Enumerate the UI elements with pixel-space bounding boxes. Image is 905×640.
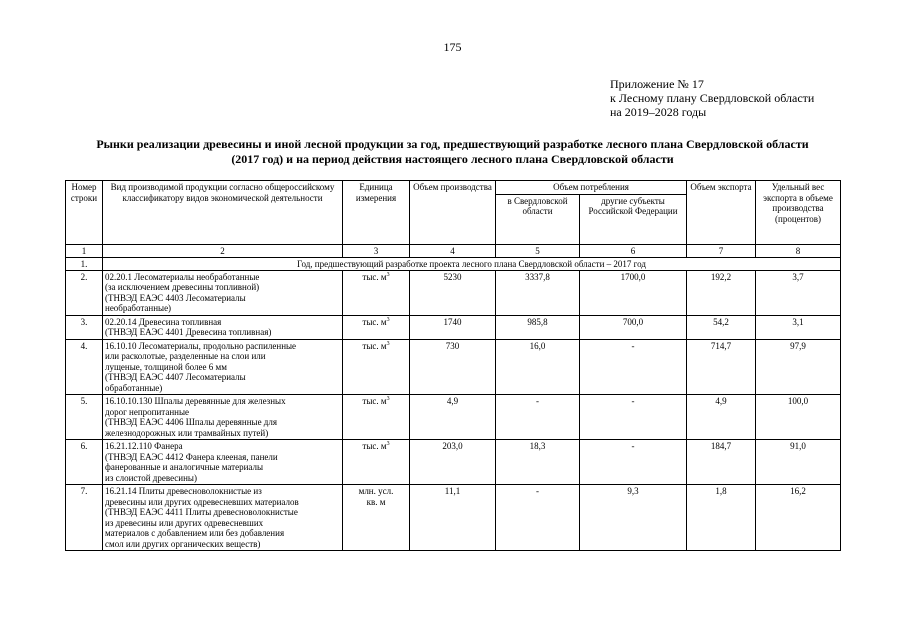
table-row [66,339,841,395]
col-number: 7 [687,244,756,257]
header-row-num: Номер строки [66,181,103,245]
header-other-subjects: другие субъекты Российской Федерации [580,194,687,244]
production-volume: 4,9 [410,395,496,440]
product-line: (ТНВЭД ЕАЭС 4407 Лесоматериалы [105,372,246,382]
unit-cell [343,339,410,395]
appendix-line-1: Приложение № 17 [610,77,704,91]
header-consumption: Объем потребления [496,181,687,195]
product-line: из древесины или других одревесневших [105,517,264,528]
header-export: Объем экспорта [687,181,756,245]
unit-cell [343,315,410,339]
product-description [103,270,343,315]
product-line: (ТНВЭД ЕАЭС 4412 Фанера клееная, панели [105,451,278,462]
export-volume: 4,9 [687,395,756,440]
export-share: 16,2 [756,485,841,551]
col-number: 5 [496,244,580,257]
product-description [103,440,343,485]
consumption-in-region: 3337,8 [496,270,580,315]
production-volume: 11,1 [410,485,496,551]
production-volume: 1740 [410,315,496,339]
product-line: лущеные, толщиной более 6 мм [105,361,227,372]
product-line: 16.21.12.110 Фанера [105,441,183,451]
unit-text: млн. усл. [358,486,394,496]
unit-cell [343,485,410,551]
export-volume: 192,2 [687,270,756,315]
unit-cell [343,270,410,315]
col-number: 4 [410,244,496,257]
consumption-other-subjects: - [580,395,687,440]
product-line: фанерованные и аналогичные материалы [105,462,264,472]
product-line: обработанные) [105,382,163,393]
col-number: 2 [103,244,343,257]
table-row [66,270,841,315]
product-description [103,339,343,395]
product-line: древесины или других одревесневших материалов [105,496,299,507]
export-volume: 184,7 [687,440,756,485]
appendix-line-2: к Лесному плану Свердловской области [610,91,815,105]
consumption-other-subjects: - [580,339,687,395]
production-volume: 203,0 [410,440,496,485]
title-line-2: (2017 год) и на период действия настоящего лесного плана Свердловской области [231,152,674,166]
export-share: 100,0 [756,395,841,440]
markets-table [65,180,841,551]
row-number: 6. [66,440,103,485]
unit-text: тыс. м [362,396,387,406]
col-number: 1 [66,244,103,257]
product-line: материалов с добавлением или без добавления [105,528,285,538]
consumption-other-subjects: - [580,440,687,485]
table-row [66,485,841,551]
unit-superscript: 3 [386,316,390,323]
section-label: Год, предшествующий разработке проекта лесного плана Свердловской области – 2017 год [103,257,841,270]
column-numbers-row [66,244,841,257]
consumption-other-subjects: 9,3 [580,485,687,551]
col-number: 3 [343,244,410,257]
table-row [66,440,841,485]
export-share: 3,1 [756,315,841,339]
product-line: железнодорожных или трамвайных путей) [105,427,269,438]
section-row [66,257,841,270]
consumption-other-subjects: 1700,0 [580,270,687,315]
export-volume: 54,2 [687,315,756,339]
col-number: 6 [580,244,687,257]
export-volume: 1,8 [687,485,756,551]
product-line: смол или других органических веществ) [105,538,261,549]
product-line: 16.10.10 Лесоматериалы, продольно распиленные [105,340,297,351]
consumption-in-region: 18,3 [496,440,580,485]
header-export-share: Удельный вес экспорта в объеме производства (процентов) [756,181,841,245]
row-number: 2. [66,270,103,315]
production-volume: 5230 [410,270,496,315]
product-line: или расколотые, разделенные на слои или [105,351,266,361]
product-line: необработанные) [105,303,172,313]
export-share: 91,0 [756,440,841,485]
export-share: 3,7 [756,270,841,315]
product-line: из слоистой древесины) [105,472,197,483]
header-row [66,181,841,195]
appendix-note [610,77,814,119]
title-line-1: Рынки реализации древесины и иной лесной продукции за год, предшествующий разработке лесного плана Свердловской области [96,137,809,151]
appendix-line-3: на 2019–2028 годы [610,105,707,119]
product-line: (ТНВЭД ЕАЭС 4406 Шпалы деревянные для [105,417,278,427]
header-unit: Единица измерения [343,181,410,245]
unit-superscript: 3 [386,441,390,447]
unit-text-line-2: кв. м [366,496,386,507]
product-line: (ТНВЭД ЕАЭС 4401 Древесина топливная) [105,327,272,337]
unit-cell [343,440,410,485]
unit-text: тыс. м [362,271,387,282]
consumption-in-region: 985,8 [496,315,580,339]
table-row [66,395,841,440]
row-number: 4. [66,339,103,395]
header-production: Объем производства [410,181,496,245]
product-line: (ТНВЭД ЕАЭС 4411 Плиты древесноволокнистые [105,507,298,517]
unit-text: тыс. м [362,340,387,351]
table-row [66,315,841,339]
document-title [40,137,865,167]
product-line: (за исключением древесины топливной) [105,282,260,292]
unit-superscript: 3 [386,271,390,278]
header-in-region: в Свердловской области [496,194,580,244]
unit-text: тыс. м [362,316,387,327]
product-description [103,315,343,339]
product-line: дорог непропитанные [105,406,189,417]
product-description [103,485,343,551]
row-number: 3. [66,315,103,339]
unit-cell [343,395,410,440]
unit-superscript: 3 [386,340,390,347]
product-line: 16.21.14 Плиты древесноволокнистые из [105,486,262,496]
page-number: 175 [443,40,462,54]
export-share: 97,9 [756,339,841,395]
product-description [103,395,343,440]
consumption-in-region: - [496,485,580,551]
row-number: 5. [66,395,103,440]
header-product: Вид производимой продукции согласно общероссийскому классификатору видов экономической деятельности [103,181,343,245]
row-number: 7. [66,485,103,551]
unit-text: тыс. м [362,441,387,451]
consumption-in-region: - [496,395,580,440]
section-number: 1. [66,257,103,270]
product-line: 02.20.14 Древесина топливная [105,316,222,327]
export-volume: 714,7 [687,339,756,395]
product-line: 02.20.1 Лесоматериалы необработанные [105,271,260,282]
product-line: (ТНВЭД ЕАЭС 4403 Лесоматериалы [105,292,246,303]
col-number: 8 [756,244,841,257]
product-line: 16.10.10.130 Шпалы деревянные для железных [105,396,286,406]
production-volume: 730 [410,339,496,395]
consumption-in-region: 16,0 [496,339,580,395]
consumption-other-subjects: 700,0 [580,315,687,339]
unit-superscript: 3 [386,396,390,402]
